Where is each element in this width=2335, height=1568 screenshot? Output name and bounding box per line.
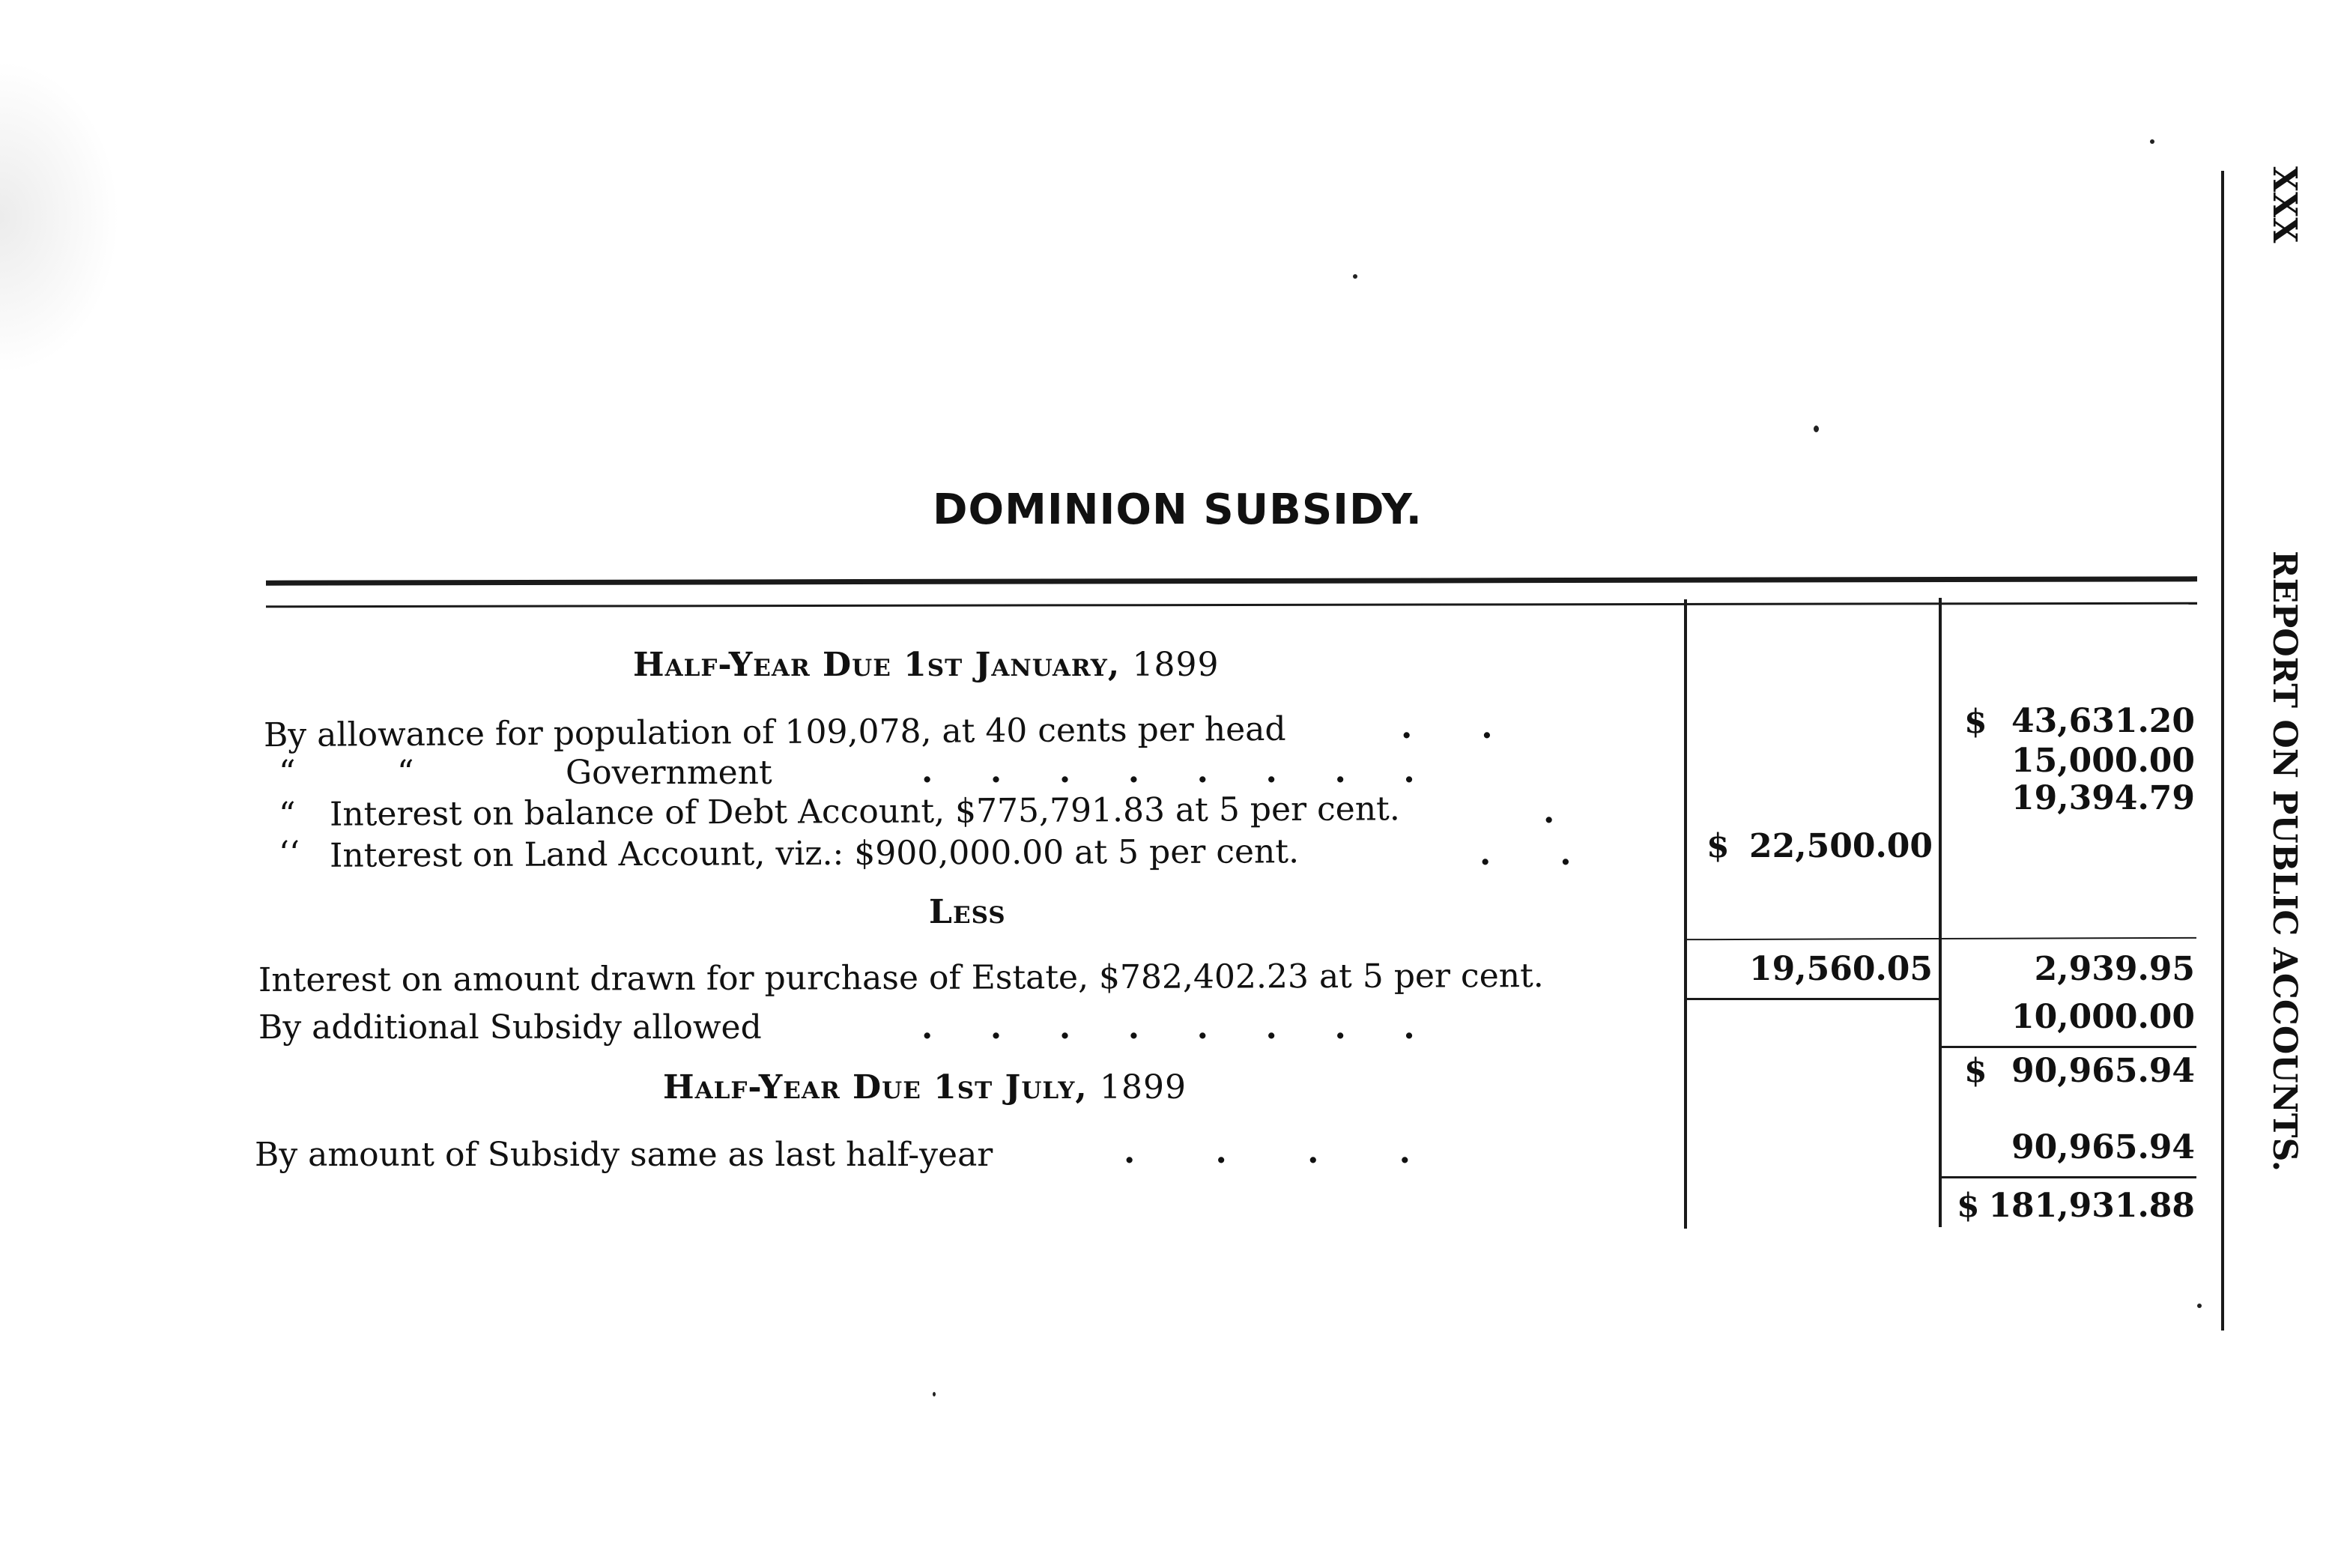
row-land-interest: Interest on Land Account, viz.: $900,000.00 at 5 per cent. xyxy=(329,832,1300,875)
amount-second-half: 90,965.94 xyxy=(2011,1128,2195,1166)
inner-sum-rule xyxy=(1687,998,1939,1000)
dollar-sign-population: $ xyxy=(1964,703,1987,741)
ditto-mark-3: “ xyxy=(279,796,296,834)
column-rule-right xyxy=(1939,598,1942,1227)
inner-amount-estate: 19,560.05 xyxy=(1749,950,1933,988)
section-heading-july xyxy=(663,1068,1187,1107)
page-title: DOMINION SUBSIDY. xyxy=(933,485,1423,534)
running-head: REPORT ON PUBLIC ACCOUNTS. xyxy=(2265,551,2304,1172)
less-label: Less xyxy=(929,893,1006,931)
row-estate-interest: Interest on amount drawn for purchase of Estate, $782,402.23 at 5 per cent. xyxy=(258,957,1544,999)
scan-speck xyxy=(1814,426,1819,432)
heading-july-label: Half-Year Due 1st July, xyxy=(663,1068,1088,1107)
row-debt-interest: Interest on balance of Debt Account, $775,791.83 at 5 per cent. xyxy=(329,790,1400,834)
ditto-mark-4: ‘‘ xyxy=(279,835,300,873)
row-land-dots: . . xyxy=(1480,835,1572,873)
dollar-sign-total: $ xyxy=(1957,1187,1980,1225)
row-population-allowance: By allowance for population of 109,078, at 40 cents per head xyxy=(263,709,1286,755)
amount-population: 43,631.20 xyxy=(2011,702,2195,740)
section-heading-january xyxy=(633,646,1219,684)
row-government-dots: . . . . . . . . xyxy=(921,752,1415,790)
dollar-sign-land: $ xyxy=(1706,827,1730,865)
column-rule-left xyxy=(1684,599,1687,1229)
heading-january-label: Half-Year Due 1st January, xyxy=(633,646,1121,684)
amount-estate-balance: 2,939.95 xyxy=(2034,950,2195,988)
row-same-as-last: By amount of Subsidy same as last half-year xyxy=(255,1136,993,1174)
page-number: XXX xyxy=(2265,166,2304,243)
row-same-dots: . . . . xyxy=(1124,1133,1411,1171)
row-government: Government xyxy=(566,754,772,792)
heading-july-year: 1899 xyxy=(1100,1068,1187,1107)
row-population-dots: . . xyxy=(1401,708,1493,746)
total-rule xyxy=(1942,1176,2196,1178)
amount-subtotal: 90,965.94 xyxy=(2011,1052,2195,1090)
scan-speck xyxy=(933,1392,936,1396)
top-rule-thick xyxy=(266,576,2197,585)
scan-shadow xyxy=(0,60,120,375)
amount-grand-total: 181,931.88 xyxy=(1988,1187,2195,1225)
dollar-sign-subtotal: $ xyxy=(1964,1052,1987,1090)
amount-additional-subsidy: 10,000.00 xyxy=(2011,998,2195,1036)
inner-amount-land: 22,500.00 xyxy=(1749,827,1933,865)
heading-january-year: 1899 xyxy=(1132,646,1220,684)
ditto-mark-2: “ xyxy=(397,754,414,792)
scan-speck xyxy=(2150,139,2154,144)
top-rule-thin xyxy=(266,602,2197,608)
amount-government: 15,000.00 xyxy=(2011,742,2195,780)
row-additional-subsidy: By additional Subsidy allowed xyxy=(258,1008,762,1047)
scan-speck xyxy=(2197,1304,2202,1308)
amount-debt-interest: 19,394.79 xyxy=(2011,779,2195,817)
scan-speck xyxy=(1353,274,1357,279)
row-debt-dots: . xyxy=(1543,793,1555,831)
row-additional-dots: . . . . . . . . xyxy=(921,1008,1415,1047)
less-rule xyxy=(1687,937,2196,940)
margin-rule xyxy=(2221,171,2224,1331)
ditto-mark-1: “ xyxy=(279,754,296,792)
subtotal-rule xyxy=(1942,1046,2196,1048)
